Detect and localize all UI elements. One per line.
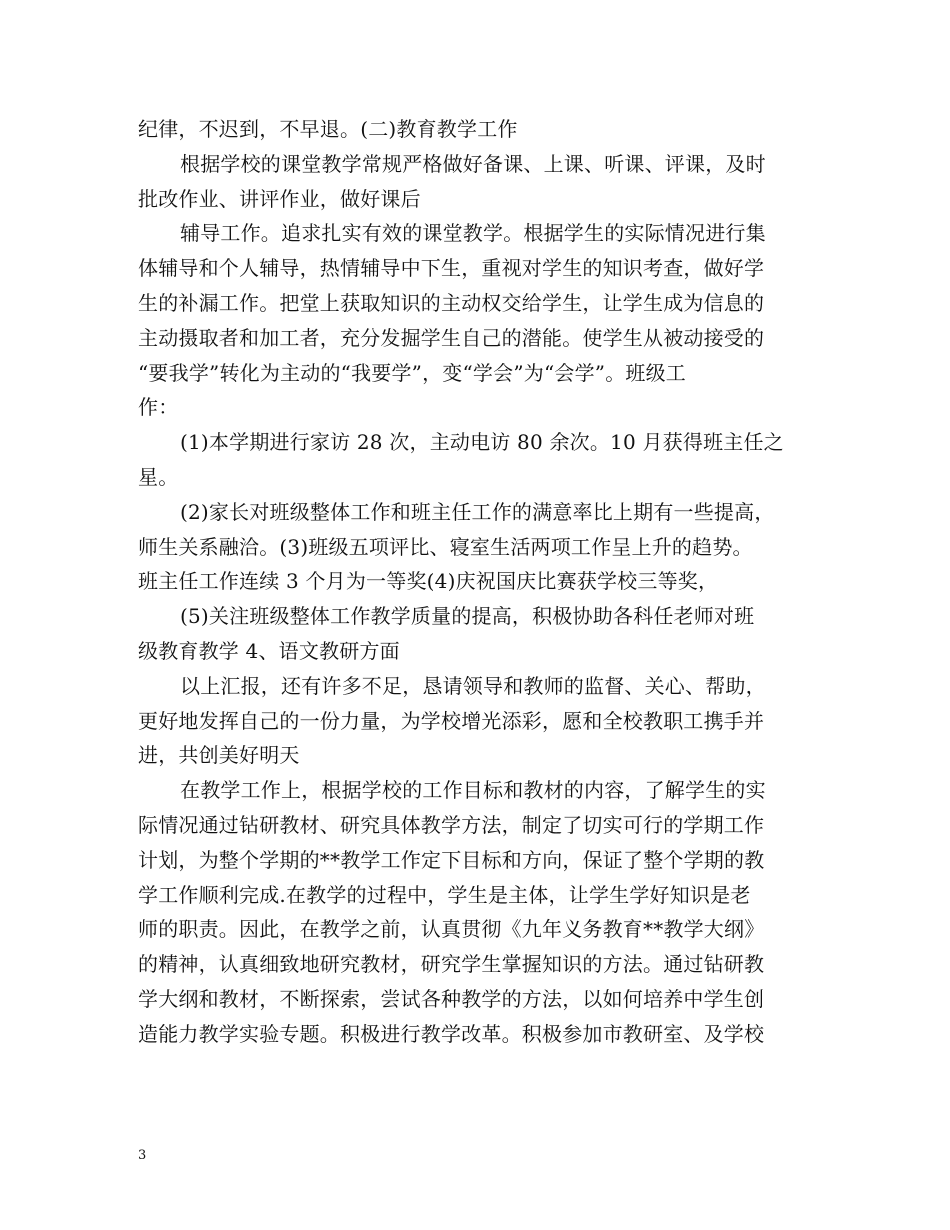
text-line: “要我学”转化为主动的“我要学”，变“学会”为“会学”。班级工 (138, 360, 686, 385)
text-line: 星。 (138, 464, 179, 489)
text-line: 以上汇报，还有许多不足，恳请领导和教师的监督、关心、帮助， (180, 673, 766, 698)
text-line: 级教育教学 4、语文教研方面 (138, 638, 400, 663)
text-line: 学工作顺利完成.在教学的过程中，学生是主体，让学生学好知识是老 (138, 882, 751, 907)
text-line: 造能力教学实验专题。积极进行教学改革。积极参加市教研室、及学校 (138, 1021, 765, 1046)
text-line: 辅导工作。追求扎实有效的课堂教学。根据学生的实际情况进行集 (180, 221, 766, 246)
text-line: 学大纲和教材，不断探索，尝试各种教学的方法，以如何培养中学生创 (138, 986, 765, 1011)
text-line: 更好地发挥自己的一份力量，为学校增光添彩，愿和全校教职工携手并 (138, 708, 765, 733)
body-text (138, 112, 818, 1052)
text-line: 进，共创美好明天 (138, 743, 300, 768)
page-number: 3 (138, 1148, 147, 1163)
text-line: (1)本学期进行家访 28 次，主动电访 80 余次。10 月获得班主任之 (180, 430, 784, 455)
text-line: 师的职责。因此，在教学之前，认真贯彻《九年义务教育**教学大纲》 (138, 917, 765, 942)
text-line: 根据学校的课堂教学常规严格做好备课、上课、听课、评课，及时 (180, 151, 766, 176)
text-line: 批改作业、讲评作业，做好课后 (138, 186, 421, 211)
text-line: 际情况通过钻研教材、研究具体教学方法，制定了切实可行的学期工作 (138, 812, 765, 837)
text-line: 班主任工作连续 3 个月为一等奖(4)庆祝国庆比赛获学校三等奖， (138, 569, 719, 594)
text-line: 的精神，认真细致地研究教材，研究学生掌握知识的方法。通过钻研教 (138, 952, 765, 977)
text-line: (2)家长对班级整体工作和班主任工作的满意率比上期有一些提高， (180, 499, 775, 524)
text-line: (5)关注班级整体工作教学质量的提高，积极协助各科任老师对班 (180, 604, 755, 629)
text-line: 纪律，不迟到，不早退。(二)教育教学工作 (138, 117, 518, 141)
text-line: 体辅导和个人辅导，热情辅导中下生，重视对学生的知识考查，做好学 (138, 256, 765, 281)
text-line: 在教学工作上，根据学校的工作目标和教材的内容，了解学生的实 (180, 778, 766, 803)
text-line: 生的补漏工作。把堂上获取知识的主动权交给学生，让学生成为信息的 (138, 290, 765, 315)
text-line: 主动摄取者和加工者，充分发掘学生自己的潜能。使学生从被动接受的 (138, 325, 765, 350)
text-line: 计划，为整个学期的**教学工作定下目标和方向，保证了整个学期的教 (138, 847, 765, 872)
text-line: 作： (138, 395, 179, 420)
text-line: 师生关系融洽。(3)班级五项评比、寝室生活两项工作呈上升的趋势。 (138, 534, 753, 559)
